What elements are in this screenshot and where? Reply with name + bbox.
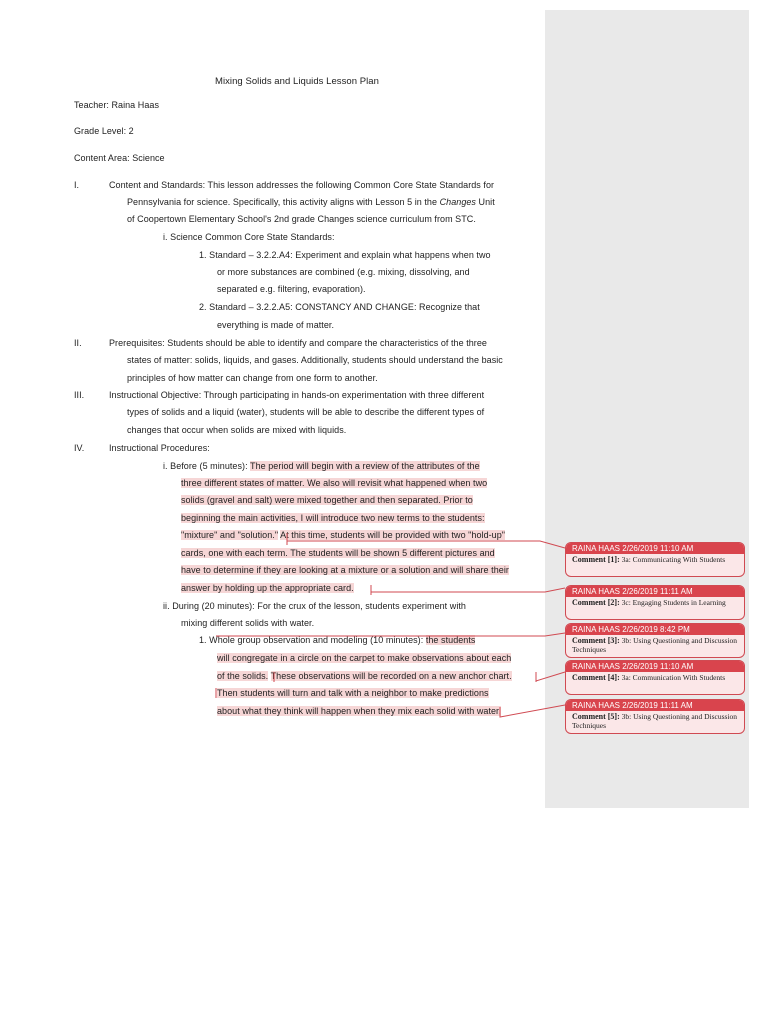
comment-4-header: RAINA HAAS 2/26/2019 11:10 AM: [566, 661, 744, 672]
section-2-line-3: principles of how matter can change from one form to another.: [127, 373, 378, 383]
highlight-comment-4[interactable]: These observations will be recorded on a new anchor chart.: [270, 671, 512, 681]
connector-3: [216, 633, 565, 636]
before-line-2: three different states of matter. We also will revisit what happened when two: [181, 478, 488, 488]
comment-balloon-5[interactable]: [565, 699, 745, 734]
highlight-comment-3[interactable]: the students: [425, 635, 476, 645]
comment-balloon-2[interactable]: [565, 585, 745, 620]
section-2-line-1: Prerequisites: Students should be able to identify and compare the characteristics of the three: [109, 338, 487, 348]
section-4-number: IV.: [74, 443, 85, 453]
section-1-number: I.: [74, 180, 80, 190]
section-4-line-1: Instructional Procedures:: [109, 443, 210, 453]
section-2-number: II.: [74, 338, 82, 348]
content-area-line: Content Area: Science: [74, 153, 165, 163]
comment-5-header: RAINA HAAS 2/26/2019 11:11 AM: [566, 700, 744, 711]
changes-italic: Changes: [439, 197, 476, 207]
whole-group-line-3: of the solids. These observations will be recorded on a new anchor chart.: [217, 671, 512, 681]
standard-1-line-1: 1. Standard – 3.2.2.A4: Experiment and explain what happens when two: [199, 250, 491, 260]
whole-group-line-1: 1. Whole group observation and modeling (10 minutes): the students: [199, 635, 476, 645]
section-3-line-3: changes that occur when solids are mixed with liquids.: [127, 425, 347, 435]
highlight-comment-5[interactable]: Then students will turn and talk with a neighbor to make predictions: [217, 688, 489, 698]
comment-2-body: Comment [2]: 3c: Engaging Students in Learning: [572, 598, 726, 607]
comment-3-header: RAINA HAAS 2/26/2019 8:42 PM: [566, 624, 744, 635]
connector-1: [287, 541, 565, 548]
comment-1-body: Comment [1]: 3a: Communicating With Students: [572, 555, 726, 564]
highlight-comment-2[interactable]: At this time, students will be provided with two "hold-up": [280, 530, 506, 540]
connector-4: [536, 672, 565, 681]
comment-balloon-4[interactable]: [565, 660, 745, 695]
comment-1-header: RAINA HAAS 2/26/2019 11:10 AM: [566, 543, 744, 554]
section-3-line-1: Instructional Objective: Through participating in hands-on experimentation with three different: [109, 390, 485, 400]
during-line-1: ii. During (20 minutes): For the crux of the lesson, students experiment with: [163, 601, 466, 611]
standard-1-line-2: or more substances are combined (e.g. mixing, dissolving, and: [217, 267, 470, 277]
before-line-7: have to determine if they are looking at a mixture or a solution and will share their: [181, 565, 509, 575]
before-line-4: beginning the main activities, I will introduce two new terms to the students:: [181, 513, 485, 523]
section-1-line-1: Content and Standards: This lesson addresses the following Common Core State Standards for: [109, 180, 495, 190]
comment-balloon-1[interactable]: [565, 542, 745, 577]
standard-1-line-3: separated e.g. filtering, evaporation).: [217, 284, 366, 294]
before-line-6: cards, one with each term. The students will be shown 5 different pictures and: [181, 548, 495, 558]
grade-line: Grade Level: 2: [74, 126, 134, 136]
connector-5: [500, 705, 565, 717]
section-1-line-3: of Coopertown Elementary School's 2nd grade Changes science curriculum from STC.: [127, 214, 476, 224]
section-2-line-2: states of matter: solids, liquids, and gases. Additionally, students should understand the basic: [127, 355, 503, 365]
whole-group-line-5: about what they think will happen when they mix each solid with water.: [217, 706, 502, 716]
whole-group-line-2: will congregate in a circle on the carpet to make observations about each: [217, 653, 512, 663]
comment-3-body: Comment [3]: 3b: Using Questioning and Discussion Techniques: [572, 636, 738, 654]
before-line-8: answer by holding up the appropriate card.: [181, 583, 354, 593]
highlight-comment-1[interactable]: The period will begin with a review of the attributes of the: [250, 461, 480, 471]
connector-2: [371, 588, 565, 592]
standard-2-line-2: everything is made of matter.: [217, 320, 335, 330]
section-1-sub-i: i. Science Common Core State Standards:: [163, 232, 335, 242]
before-line-1: i. Before (5 minutes): The period will begin with a review of the attributes of the: [163, 461, 480, 471]
before-line-5: "mixture" and "solution." At this time, students will be provided with two "hold-up": [181, 530, 506, 540]
standard-2-line-1: 2. Standard – 3.2.2.A5: CONSTANCY AND CHANGE: Recognize that: [199, 302, 480, 312]
before-line-3: solids (gravel and salt) were mixed together and then separated. Prior to: [181, 495, 473, 505]
comment-5-body: Comment [5]: 3b: Using Questioning and Discussion Techniques: [572, 712, 738, 730]
comment-2-header: RAINA HAAS 2/26/2019 11:11 AM: [566, 586, 744, 597]
document-title: Mixing Solids and Liquids Lesson Plan: [215, 76, 379, 87]
comment-balloon-3[interactable]: [565, 623, 745, 658]
section-3-line-2: types of solids and a liquid (water), students will be able to describe the different types of: [127, 407, 485, 417]
section-1-line-2: Pennsylvania for science. Specifically, this activity aligns with Lesson 5 in the Changes Unit: [127, 197, 495, 207]
comment-4-body: Comment [4]: 3a: Communication With Students: [572, 673, 726, 682]
during-line-2: mixing different solids with water.: [181, 618, 315, 628]
teacher-line: Teacher: Raina Haas: [74, 100, 159, 110]
section-3-number: III.: [74, 390, 85, 400]
